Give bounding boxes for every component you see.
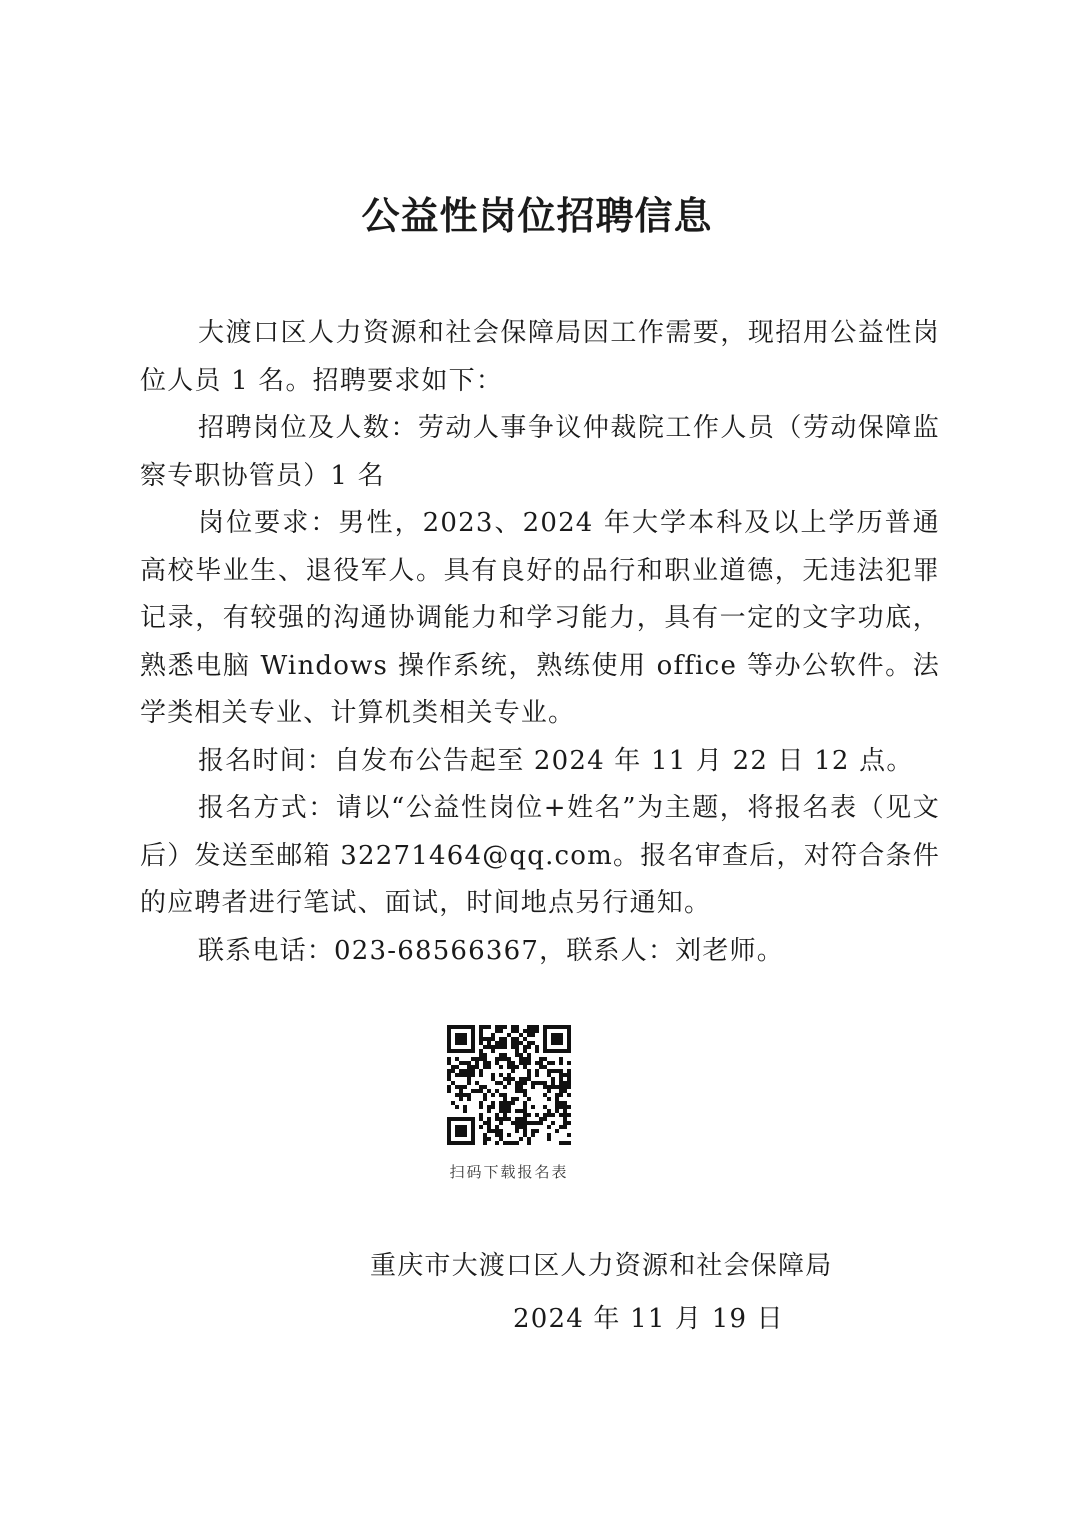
qr-caption: 扫码下载报名表 xyxy=(449,1163,569,1181)
paragraph-position: 招聘岗位及人数：劳动人事争议仲裁院工作人员（劳动保障监察专职协管员）1 名 xyxy=(140,413,940,491)
paragraph-registration-time: 报名时间：自发布公告起至 2024 年 11 月 22 日 12 点。 xyxy=(198,745,914,776)
signature-date: 2024 年 11 月 19 日 xyxy=(513,1304,784,1334)
paragraph-registration-method: 报名方式：请以“公益性岗位+姓名”为主题，将报名表（见文后）发送至邮箱 32271464@qq.com。报名审查后，对符合条件的应聘者进行笔试、面试，时间地点另行通知。 xyxy=(140,793,940,918)
qr-code-icon[interactable] xyxy=(447,1025,571,1145)
document-title: 公益性岗位招聘信息 xyxy=(361,194,713,238)
paragraph-requirements: 岗位要求：男性，2023、2024 年大学本科及以上学历普通高校毕业生、退役军人。具有良好的品行和职业道德，无违法犯罪记录，有较强的沟通协调能力和学习能力，具有一定的文字功底，熟悉电脑 Windows 操作系统，熟练使用 office 等办公软件。法学类相关专业、计算机类相关专业。 xyxy=(140,508,940,728)
document-body xyxy=(140,310,940,975)
paragraph-intro: 大渡口区人力资源和社会保障局因工作需要，现招用公益性岗位人员 1 名。招聘要求如下： xyxy=(140,318,940,396)
qr-code-graphic xyxy=(447,1025,571,1145)
paragraph-contact: 联系电话：023-68566367，联系人：刘老师。 xyxy=(198,935,784,966)
signature-organization: 重庆市大渡口区人力资源和社会保障局 xyxy=(370,1251,833,1281)
